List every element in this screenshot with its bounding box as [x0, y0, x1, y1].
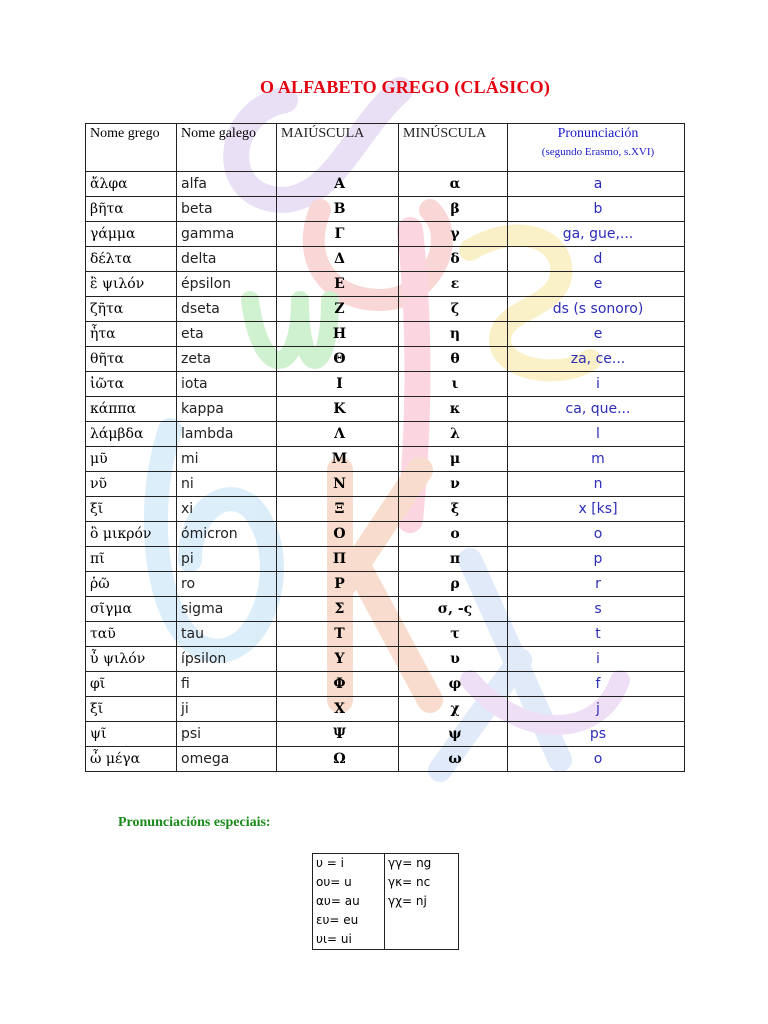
pronunciation-cell: e — [508, 322, 685, 347]
greek-name-cell: νῦ — [86, 472, 177, 497]
lowercase-cell: δ — [399, 247, 508, 272]
pronunciation-cell: j — [508, 697, 685, 722]
special-pronunciation-item: υ = i — [316, 856, 344, 870]
uppercase-cell: Υ — [277, 647, 399, 672]
lowercase-cell: θ — [399, 347, 508, 372]
lowercase-cell: ε — [399, 272, 508, 297]
special-col-1 — [313, 854, 385, 950]
greek-name-cell: λάμβδα — [86, 422, 177, 447]
letter-row — [86, 672, 685, 697]
greek-name-cell: ζῆτα — [86, 297, 177, 322]
uppercase-cell: Δ — [277, 247, 399, 272]
letter-row — [86, 722, 685, 747]
lowercase-cell: φ — [399, 672, 508, 697]
uppercase-cell: Ζ — [277, 297, 399, 322]
pronunciation-cell: r — [508, 572, 685, 597]
lowercase-cell: μ — [399, 447, 508, 472]
alphabet-table — [85, 123, 685, 772]
uppercase-cell: Ξ — [277, 497, 399, 522]
greek-name-cell: ὂ μικρόν — [86, 522, 177, 547]
lowercase-cell: ι — [399, 372, 508, 397]
letter-row — [86, 422, 685, 447]
pronunciation-cell: t — [508, 622, 685, 647]
pronunciation-cell: ca, que... — [508, 397, 685, 422]
galician-name-cell: iota — [177, 372, 277, 397]
galician-name-cell: omega — [177, 747, 277, 772]
galician-name-cell: tau — [177, 622, 277, 647]
greek-name-cell: θῆτα — [86, 347, 177, 372]
special-pronunciations-table — [312, 853, 459, 950]
greek-name-cell: γάμμα — [86, 222, 177, 247]
galician-name-cell: ni — [177, 472, 277, 497]
pronunciation-cell: a — [508, 172, 685, 197]
lowercase-cell: γ — [399, 222, 508, 247]
letter-row — [86, 272, 685, 297]
galician-name-cell: psi — [177, 722, 277, 747]
pronunciation-cell: b — [508, 197, 685, 222]
letter-row — [86, 622, 685, 647]
greek-name-cell: δέλτα — [86, 247, 177, 272]
greek-name-cell: ἦτα — [86, 322, 177, 347]
pronunciation-cell: x [ks] — [508, 497, 685, 522]
pronunciation-cell: m — [508, 447, 685, 472]
uppercase-cell: Η — [277, 322, 399, 347]
greek-name-cell: σῖγμα — [86, 597, 177, 622]
greek-name-cell: ἄλφα — [86, 172, 177, 197]
galician-name-cell: mi — [177, 447, 277, 472]
letter-row — [86, 222, 685, 247]
lowercase-cell: η — [399, 322, 508, 347]
uppercase-cell: Χ — [277, 697, 399, 722]
pronunciation-cell: e — [508, 272, 685, 297]
lowercase-cell: σ, -ς — [399, 597, 508, 622]
alphabet-table-header-row — [86, 124, 685, 172]
lowercase-cell: α — [399, 172, 508, 197]
greek-name-cell: ἰῶτα — [86, 372, 177, 397]
pronunciation-cell: f — [508, 672, 685, 697]
greek-name-cell: φῖ — [86, 672, 177, 697]
pronunciation-cell: p — [508, 547, 685, 572]
lowercase-cell: ο — [399, 522, 508, 547]
special-pronunciation-item: γκ= nc — [388, 875, 431, 889]
alphabet-table-body — [86, 172, 685, 772]
uppercase-cell: Φ — [277, 672, 399, 697]
galician-name-cell: xi — [177, 497, 277, 522]
pronunciation-cell: l — [508, 422, 685, 447]
lowercase-cell: τ — [399, 622, 508, 647]
uppercase-cell: Π — [277, 547, 399, 572]
lowercase-cell: λ — [399, 422, 508, 447]
letter-row — [86, 197, 685, 222]
letter-row — [86, 547, 685, 572]
special-pronunciation-item: υι= ui — [316, 932, 352, 946]
special-pronunciation-item: γχ= nj — [388, 894, 427, 908]
letter-row — [86, 472, 685, 497]
lowercase-cell: ξ — [399, 497, 508, 522]
galician-name-cell: sigma — [177, 597, 277, 622]
lowercase-cell: ρ — [399, 572, 508, 597]
uppercase-cell: Ν — [277, 472, 399, 497]
galician-name-cell: épsilon — [177, 272, 277, 297]
header-nome-grego: Nome grego — [86, 124, 177, 172]
header-maiuscula: MAIÚSCULA — [277, 124, 399, 172]
galician-name-cell: gamma — [177, 222, 277, 247]
uppercase-cell: Α — [277, 172, 399, 197]
greek-name-cell: κάππα — [86, 397, 177, 422]
uppercase-cell: Ω — [277, 747, 399, 772]
greek-name-cell: μῦ — [86, 447, 177, 472]
pronunciation-cell: i — [508, 647, 685, 672]
pronunciation-cell: s — [508, 597, 685, 622]
special-pronunciations-title: Pronunciacións especiais: — [118, 815, 271, 830]
letter-row — [86, 372, 685, 397]
greek-name-cell: ξῖ — [86, 697, 177, 722]
letter-row — [86, 347, 685, 372]
letter-row — [86, 247, 685, 272]
letter-row — [86, 297, 685, 322]
header-nome-galego: Nome galego — [177, 124, 277, 172]
letter-row — [86, 572, 685, 597]
pronunciation-cell: o — [508, 747, 685, 772]
page-title: O ALFABETO GREGO (CLÁSICO) — [259, 77, 551, 97]
uppercase-cell: Ρ — [277, 572, 399, 597]
galician-name-cell: ro — [177, 572, 277, 597]
uppercase-cell: Θ — [277, 347, 399, 372]
special-pronunciation-item: γγ= ng — [388, 856, 432, 870]
lowercase-cell: ν — [399, 472, 508, 497]
greek-name-cell: ἒ ψιλόν — [86, 272, 177, 297]
lowercase-cell: χ — [399, 697, 508, 722]
greek-name-cell: ῥῶ — [86, 572, 177, 597]
header-pronunciacion — [508, 124, 685, 172]
lowercase-cell: υ — [399, 647, 508, 672]
pronunciation-cell: n — [508, 472, 685, 497]
greek-name-cell: ὦ μέγα — [86, 747, 177, 772]
letter-row — [86, 322, 685, 347]
header-minuscula: MINÚSCULA — [399, 124, 508, 172]
galician-name-cell: fi — [177, 672, 277, 697]
letter-row — [86, 447, 685, 472]
lowercase-cell: κ — [399, 397, 508, 422]
header-pronunciacion-sub: (segundo Erasmo, s.XVI) — [541, 146, 655, 158]
greek-name-cell: ψῖ — [86, 722, 177, 747]
lowercase-cell: β — [399, 197, 508, 222]
galician-name-cell: ómicron — [177, 522, 277, 547]
pronunciation-cell: za, ce... — [508, 347, 685, 372]
uppercase-cell: Ο — [277, 522, 399, 547]
pronunciation-cell: o — [508, 522, 685, 547]
uppercase-cell: Κ — [277, 397, 399, 422]
letter-row — [86, 597, 685, 622]
galician-name-cell: delta — [177, 247, 277, 272]
uppercase-cell: Σ — [277, 597, 399, 622]
galician-name-cell: eta — [177, 322, 277, 347]
uppercase-cell: Ε — [277, 272, 399, 297]
uppercase-cell: Λ — [277, 422, 399, 447]
galician-name-cell: pi — [177, 547, 277, 572]
uppercase-cell: Β — [277, 197, 399, 222]
pronunciation-cell: ga, gue,... — [508, 222, 685, 247]
greek-name-cell: ξῖ — [86, 497, 177, 522]
special-col-2 — [385, 854, 459, 950]
greek-name-cell: βῆτα — [86, 197, 177, 222]
letter-row — [86, 497, 685, 522]
uppercase-cell: Μ — [277, 447, 399, 472]
lowercase-cell: π — [399, 547, 508, 572]
letter-row — [86, 747, 685, 772]
galician-name-cell: lambda — [177, 422, 277, 447]
pronunciation-cell: d — [508, 247, 685, 272]
pronunciation-cell: ds (s sonoro) — [508, 297, 685, 322]
galician-name-cell: ípsilon — [177, 647, 277, 672]
pronunciation-cell: ps — [508, 722, 685, 747]
galician-name-cell: alfa — [177, 172, 277, 197]
lowercase-cell: ζ — [399, 297, 508, 322]
uppercase-cell: Γ — [277, 222, 399, 247]
uppercase-cell: Ψ — [277, 722, 399, 747]
lowercase-cell: ψ — [399, 722, 508, 747]
pronunciation-cell: i — [508, 372, 685, 397]
uppercase-cell: Τ — [277, 622, 399, 647]
greek-name-cell: πῖ — [86, 547, 177, 572]
letter-row — [86, 647, 685, 672]
letter-row — [86, 172, 685, 197]
galician-name-cell: kappa — [177, 397, 277, 422]
special-pronunciation-item: ευ= eu — [316, 913, 359, 927]
header-pronunciacion-label: Pronunciación — [557, 126, 639, 141]
galician-name-cell: zeta — [177, 347, 277, 372]
uppercase-cell: Ι — [277, 372, 399, 397]
letter-row — [86, 522, 685, 547]
greek-name-cell: ταῦ — [86, 622, 177, 647]
galician-name-cell: dseta — [177, 297, 277, 322]
special-pronunciation-item: ου= u — [316, 875, 352, 889]
galician-name-cell: beta — [177, 197, 277, 222]
lowercase-cell: ω — [399, 747, 508, 772]
greek-name-cell: ὖ ψιλόν — [86, 647, 177, 672]
letter-row — [86, 397, 685, 422]
letter-row — [86, 697, 685, 722]
galician-name-cell: ji — [177, 697, 277, 722]
special-pronunciation-item: αυ= au — [316, 894, 360, 908]
